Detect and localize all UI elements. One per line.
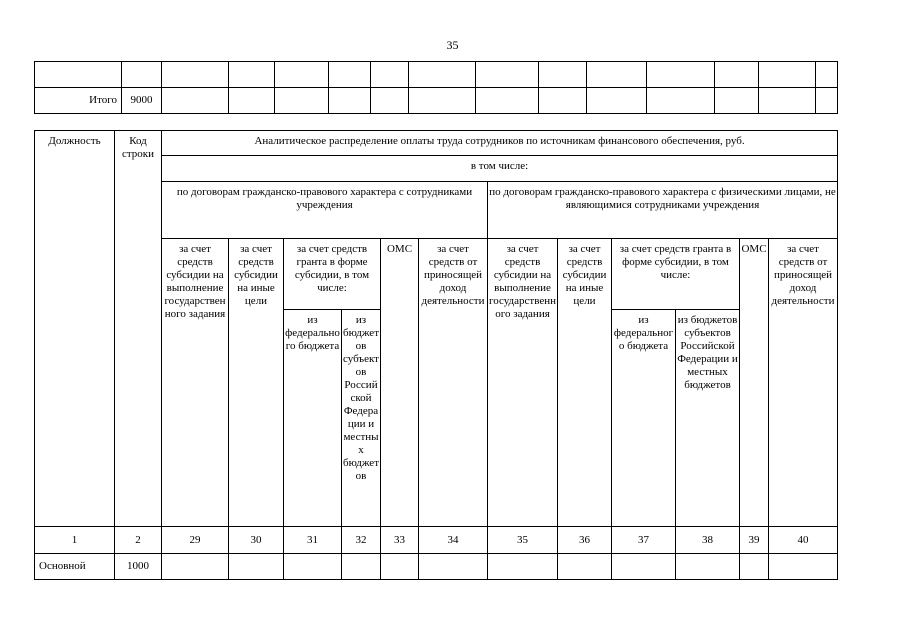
column-number: 29 [162,527,229,554]
cell [229,62,275,88]
column-number: 31 [284,527,342,554]
cell [162,88,229,114]
header-position: Должность [35,131,115,527]
top-table-empty-row [35,62,838,88]
cell [284,554,342,580]
header-a-grant-regional: из бюджетов субъектов Российской Федерации и местных бюджетов [342,310,381,527]
column-number: 33 [381,527,419,554]
header-b-oms: ОМС [740,239,769,527]
cell [769,554,838,580]
total-label: Итого [35,88,122,114]
column-number: 32 [342,527,381,554]
cell [122,62,162,88]
cell [329,88,371,114]
row-label: Основной [35,554,115,580]
column-number: 2 [115,527,162,554]
cell [229,554,284,580]
header-a-income: за счет средств от приносящей доход деятельности [419,239,488,527]
column-number: 1 [35,527,115,554]
cell [329,62,371,88]
total-code: 9000 [122,88,162,114]
cell [381,554,419,580]
page-number: 35 [446,38,459,52]
column-number: 39 [740,527,769,554]
header-b-grant-regional: из бюджетов субъектов Российской Федерации и местных бюджетов [676,310,740,527]
cell [715,62,759,88]
header-main-title: Аналитическое распределение оплаты труда сотрудников по источникам финансового обеспечения, руб. [162,131,838,156]
cell [275,62,329,88]
data-row-main [35,554,838,580]
cell [647,62,715,88]
header-a-grant: за счет средств гранта в форме субсидии, в том числе: [284,239,381,310]
header-b-subsidy-other: за счет средств субсидии на иные цели [558,239,612,527]
cell [539,88,587,114]
cell [816,88,838,114]
cell [409,62,476,88]
header-a-subsidy-task: за счет средств субсидии на выполнение государственного задания [162,239,229,527]
cell [587,62,647,88]
cell [409,88,476,114]
main-table [34,130,838,580]
cell [162,62,229,88]
cell [539,62,587,88]
cell [715,88,759,114]
header-row-1 [35,131,838,156]
column-number: 34 [419,527,488,554]
column-number: 30 [229,527,284,554]
header-b-grant-federal: из федерального бюджета [612,310,676,527]
header-code: Код строки [115,131,162,527]
cell [676,554,740,580]
column-numbers-row [35,527,838,554]
header-b-grant: за счет средств гранта в форме субсидии, в том числе: [612,239,740,310]
cell [229,88,275,114]
header-a-subsidy-other: за счет средств субсидии на иные цели [229,239,284,527]
cell [371,62,409,88]
top-table-total-row [35,88,838,114]
header-a-grant-federal: из федерального бюджета [284,310,342,527]
header-b-subsidy-task: за счет средств субсидии на выполнение государственного задания [488,239,558,527]
cell [371,88,409,114]
cell [275,88,329,114]
cell [759,88,816,114]
column-number: 35 [488,527,558,554]
cell [35,62,122,88]
column-number: 38 [676,527,740,554]
cell [816,62,838,88]
header-including: в том числе: [162,156,838,182]
cell [476,88,539,114]
cell [647,88,715,114]
cell [488,554,558,580]
column-number: 40 [769,527,838,554]
cell [419,554,488,580]
header-b-income: за счет средств от приносящей доход деятельности [769,239,838,527]
top-table [34,61,838,114]
cell [740,554,769,580]
cell [558,554,612,580]
cell [162,554,229,580]
column-number: 37 [612,527,676,554]
header-a-oms: ОМС [381,239,419,527]
cell [476,62,539,88]
cell [587,88,647,114]
cell [342,554,381,580]
header-group-b: по договорам гражданско-правового характера с физическими лицами, не являющимися сотрудниками учреждения [488,182,838,239]
cell [612,554,676,580]
header-group-a: по договорам гражданско-правового характера с сотрудниками учреждения [162,182,488,239]
column-number: 36 [558,527,612,554]
cell [759,62,816,88]
row-code: 1000 [115,554,162,580]
